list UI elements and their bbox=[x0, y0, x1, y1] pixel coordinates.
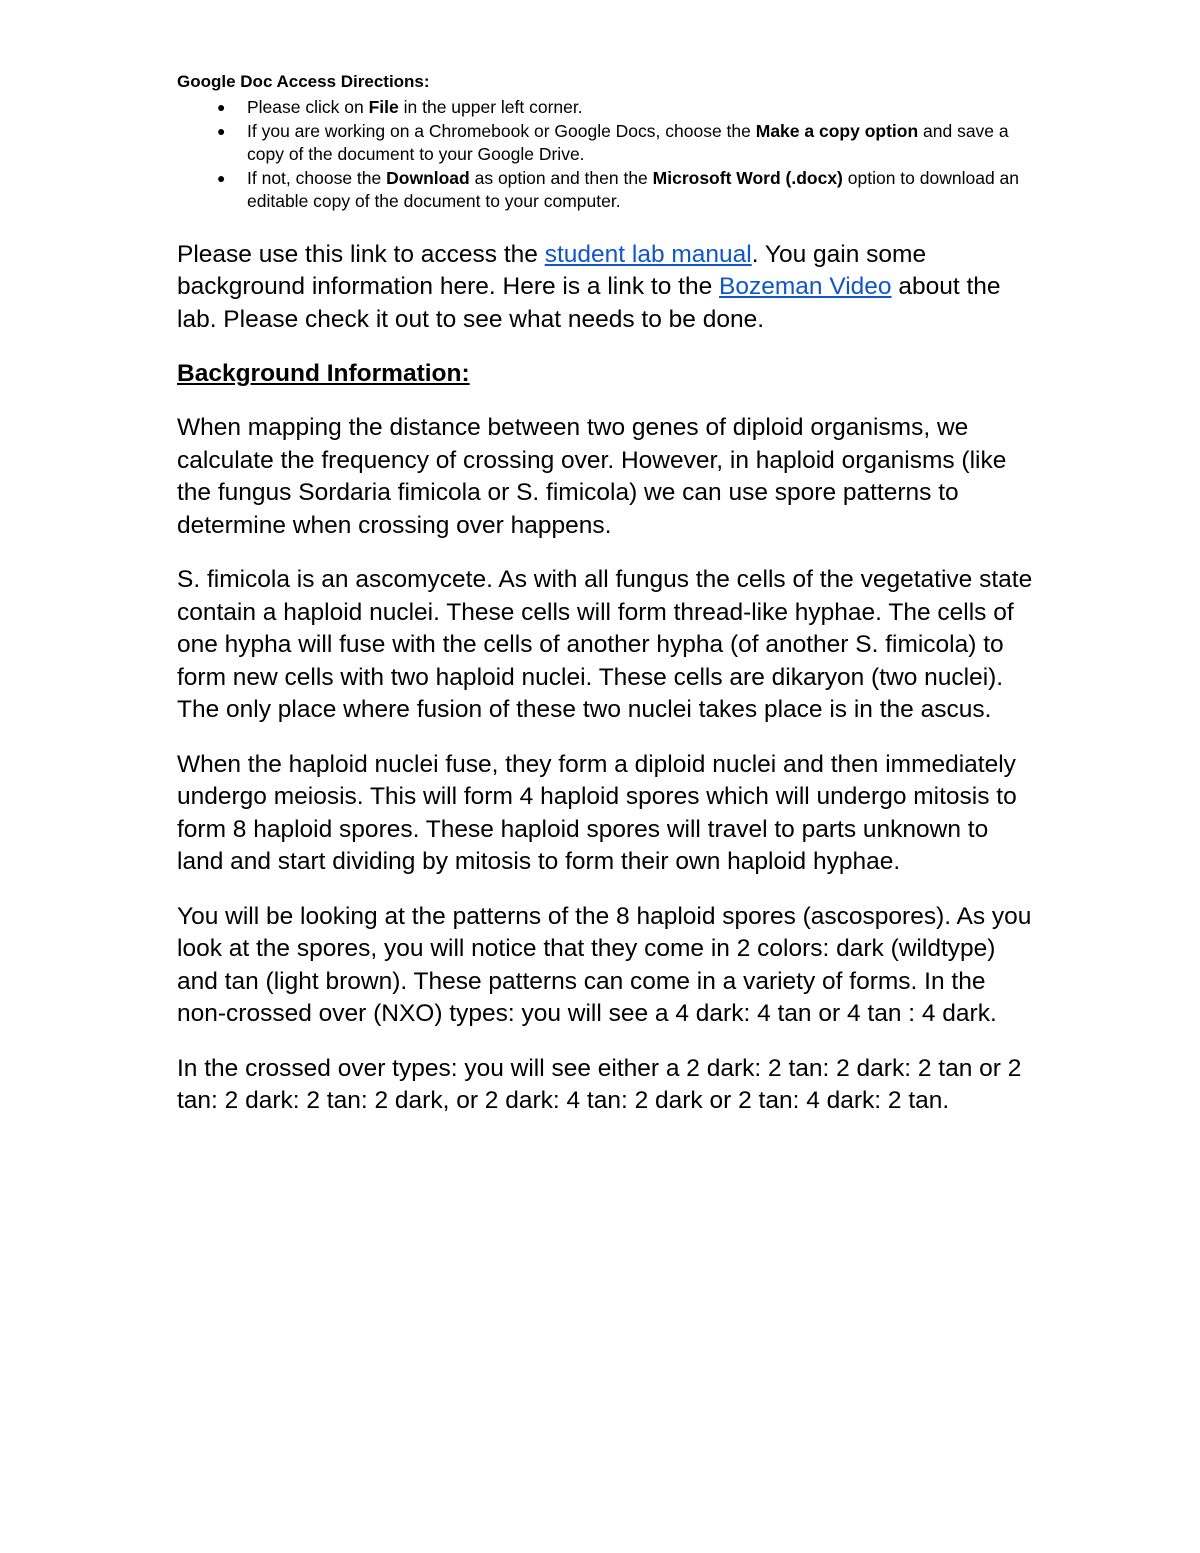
background-paragraph-4: You will be looking at the patterns of the 8 haploid spores (ascospores). As you look at the spores, you will notice that they come in 2 colors: dark (wildtype) and tan (light brown). These patterns can come in a variety of forms. In the non-crossed over (NXO) types: you will see a 4 dark: 4 tan or 4 tan : 4 dark. bbox=[177, 902, 1032, 1027]
access-directions-list bbox=[177, 96, 1037, 214]
bozeman-video-link[interactable]: Bozeman Video bbox=[719, 273, 892, 300]
list-item: ● If you are working on a Chromebook or Google Docs, choose the Make a copy option and save a copy of the document to your Google Drive. bbox=[217, 120, 1009, 164]
intro-paragraph: Please use this link to access the student lab manual. You gain some background information here. Here is a link to the Bozeman Video about the lab. Please check it out to see what needs to be done. bbox=[177, 240, 1001, 333]
background-heading: Background Information: bbox=[177, 360, 470, 387]
list-item: ● Please click on File in the upper left corner. bbox=[177, 96, 1037, 120]
student-lab-manual-link[interactable]: student lab manual bbox=[544, 240, 752, 268]
background-paragraph-1: When mapping the distance between two genes of diploid organisms, we calculate the frequency of crossing over. However, in haploid organisms (like the fungus Sordaria fimicola or S. fimicola) we can use spore patterns to determine when crossing over happens. bbox=[177, 414, 1007, 539]
background-paragraph-3: When the haploid nuclei fuse, they form a diploid nuclei and then immediately undergo meiosis. This will form 4 haploid spores which will undergo mitosis to form 8 haploid spores. These haploid spores will travel to parts unknown to land and start dividing by mitosis to form their own haploid hyphae. bbox=[177, 750, 1017, 875]
list-item: ● If not, choose the Download as option and then the Microsoft Word (.docx) option to download an editable copy of the document to your computer. bbox=[217, 167, 1020, 211]
bullet-icon: ● bbox=[217, 169, 226, 186]
access-directions-heading: Google Doc Access Directions: bbox=[177, 72, 430, 91]
document-page bbox=[177, 70, 1037, 1118]
background-paragraph-5: In the crossed over types: you will see either a 2 dark: 2 tan: 2 dark: 2 tan or 2 tan: 2 dark: 2 tan: 2 dark, or 2 dark: 4 tan: 2 dark or 2 tan: 4 dark: 2 tan. bbox=[177, 1054, 1022, 1114]
bullet-icon: ● bbox=[217, 99, 226, 115]
bullet-icon: ● bbox=[217, 122, 226, 139]
background-paragraph-2: S. fimicola is an ascomycete. As with all fungus the cells of the vegetative state contain a haploid nuclei. These cells will form thread-like hyphae. The cells of one hypha will fuse with the cells of another hypha (of another S. fimicola) to form new cells with two haploid nuclei. These cells are dikaryon (two nuclei). The only place where fusion of these two nuclei takes place is in the ascus. bbox=[177, 566, 1033, 723]
